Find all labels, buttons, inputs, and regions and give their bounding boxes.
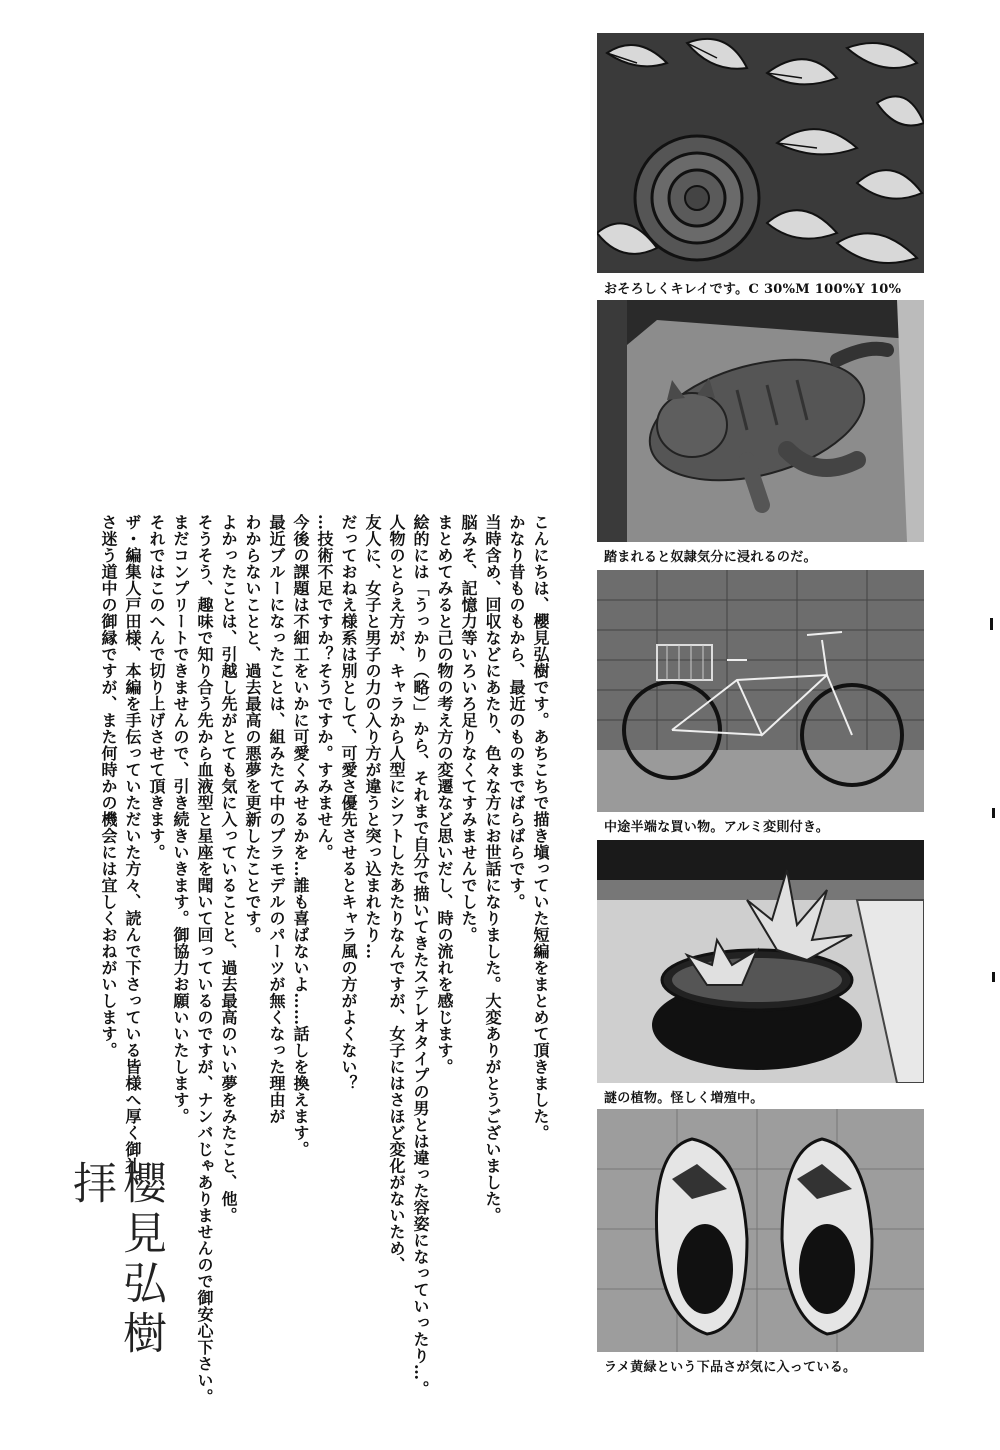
shoes-caption: ラメ黄緑という下品さが気に入っている。	[604, 1360, 857, 1375]
afterword-line: 人物のとらえ方が、キャラから人型にシフトしたあたりなんですが、女子にはさほど変化がないため、	[387, 514, 406, 1273]
afterword-line: 今後の課題は不細工をいかに可愛くみせるかを…誰も喜ばないよ……話しを換えます。	[291, 514, 310, 1158]
afterword-line: そうそう、趣味で知り合う先から血液型と星座を聞いて回っているのですが、ナンバじゃありませんので御安心下さい。	[195, 514, 214, 1405]
afterword-line: 脳みそ、記憶力等いろいろ足りなくてすみませんでした。	[459, 514, 478, 943]
afterword-line: わからないことと、過去最高の悪夢を更新したことです。	[243, 514, 262, 943]
afterword-line: それではこのへんで切り上げさせて頂きます。	[147, 514, 166, 861]
afterword-line: ザ・編集人戸田様、本編を手伝っていただいた方々、読んで下さっている皆様へ厚く御礼。	[123, 514, 142, 1191]
afterword-line: だっておねえ様系は別として、可愛さ優先させるとキャラ風の方がよくない？	[339, 514, 358, 1092]
afterword-line: よかったことは、引越し先がとても気に入っていることと、過去最高のいい夢をみたこと、他。	[219, 514, 238, 1224]
afterword-line: 最近ブルーになったことは、組みたて中のプラモデルのパーツが無くなった理由が	[267, 514, 286, 1125]
edge-mark	[990, 618, 993, 630]
bicycle-caption: 中途半端な買い物。アルミ変則付き。	[604, 820, 830, 835]
afterword-line: 友人に、女子と男子の力の入り方が違うと突っ込まれたり…	[363, 514, 382, 960]
afterword-line: …技術不足ですか？そうですか。すみません。	[315, 514, 334, 861]
plant-caption: 謎の植物。怪しく増殖中。	[604, 1091, 764, 1106]
afterword-line: かなり昔ものもから、最近のものまでばらばらです。	[507, 514, 526, 910]
plant-photo	[597, 840, 924, 1083]
author-signature: 櫻見弘樹拝	[65, 1160, 166, 1360]
afterword-line: 絵的には「うっかり（略）」から、それまで自分で描いてきたステレオタイプの男とは違った容姿になっていったり…。	[411, 514, 430, 1397]
bicycle-photo	[597, 570, 924, 812]
afterword-line: こんにちは、櫻見弘樹です。あちこちで描き塡っていた短編をまとめて頂きました。	[531, 514, 550, 1141]
afterword-line: さ迷う道中の御縁ですが、また何時かの機会には宜しくおねがいします。	[99, 514, 118, 1059]
afterword-line: まだコンプリートできませんので、引き続きいきます。御協力お願いいたします。	[171, 514, 190, 1125]
shoes-photo	[597, 1109, 924, 1352]
afterword-line: まとめてみると己の物の考え方の変遷など思いだし、時の流れを感じます。	[435, 514, 454, 1075]
flower-caption: おそろしくキレイです。C 30%M 100%Y 10%	[604, 282, 902, 297]
edge-mark	[992, 808, 995, 818]
afterword-line: 当時含め、回収などにあたり、色々な方にお世話になりました。大変ありがとうございました。	[483, 514, 502, 1224]
cat-photo	[597, 300, 924, 542]
cat-caption: 踏まれると奴隷気分に浸れるのだ。	[604, 550, 817, 565]
flower-photo	[597, 33, 924, 273]
edge-mark	[992, 972, 995, 982]
